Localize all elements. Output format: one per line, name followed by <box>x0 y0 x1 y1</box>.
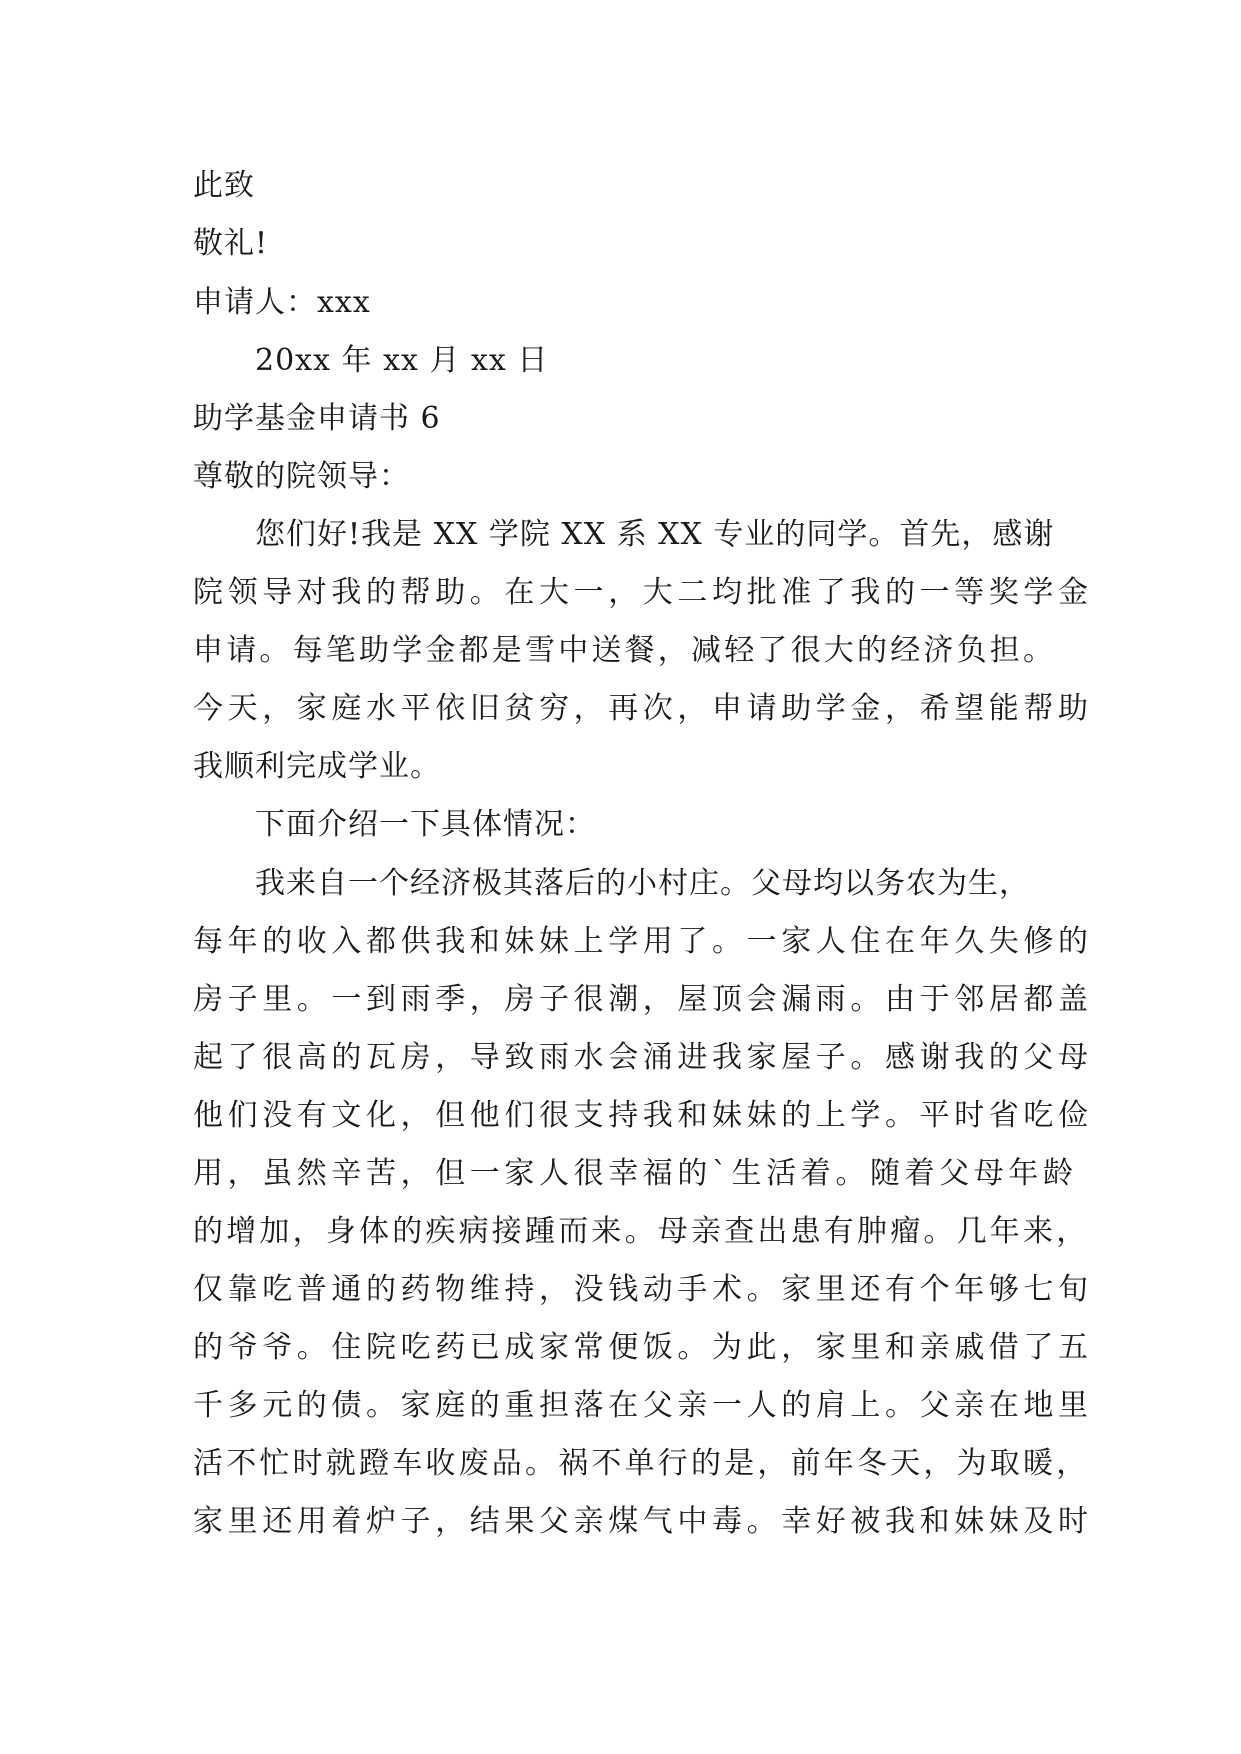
paragraph-line: 活不忙时就蹬车收废品。祸不单行的是，前年冬天，为取暖， <box>193 1446 1090 1481</box>
paragraph-line: 他们没有文化，但他们很支持我和妹妹的上学。平时省吃俭 <box>193 1098 1093 1133</box>
paragraph-line: 今天，家庭水平依旧贫穷，再次，申请助学金，希望能帮助 <box>193 691 1093 726</box>
paragraph-line: 用，虽然辛苦，但一家人很幸福的`生活着。随着父母年龄 <box>193 1156 1078 1191</box>
closing-ci-zhi: 此致 <box>193 168 255 203</box>
paragraph-line: 起了很高的瓦房，导致雨水会涌进我家屋子。感谢我的父母 <box>193 1040 1093 1075</box>
paragraph-line: 家里还用着炉子，结果父亲煤气中毒。幸好被我和妹妹及时 <box>193 1504 1093 1539</box>
applicant-line: 申请人：xxx <box>193 285 371 320</box>
paragraph-line: 每年的收入都供我和妹妹上学用了。一家人住在年久失修的 <box>193 924 1093 959</box>
closing-jing-li: 敬礼! <box>193 226 269 261</box>
paragraph-line: 的爷爷。住院吃药已成家常便饭。为此，家里和亲戚借了五 <box>193 1330 1093 1365</box>
paragraph-line: 您们好!我是 XX 学院 XX 系 XX 专业的同学。首先，感谢 <box>255 517 1055 552</box>
paragraph-line: 下面介绍一下具体情况： <box>255 807 596 842</box>
paragraph-line: 院领导对我的帮助。在大一，大二均批准了我的一等奖学金 <box>193 575 1093 610</box>
letter-title: 助学基金申请书 6 <box>193 401 441 436</box>
paragraph-line: 仅靠吃普通的药物维持，没钱动手术。家里还有个年够七旬 <box>193 1272 1093 1307</box>
salutation: 尊敬的院领导： <box>193 459 410 494</box>
date-line: 20xx 年 xx 月 xx 日 <box>255 343 549 378</box>
paragraph-line: 我来自一个经济极其落后的小村庄。父母均以务农为生， <box>255 866 1030 901</box>
paragraph-line: 我顺利完成学业。 <box>193 749 441 784</box>
paragraph-line: 申请。每笔助学金都是雪中送餐，减轻了很大的经济负担。 <box>193 633 1057 668</box>
paragraph-line: 房子里。一到雨季，房子很潮，屋顶会漏雨。由于邻居都盖 <box>193 982 1093 1017</box>
paragraph-line: 的增加，身体的疾病接踵而来。母亲查出患有肿瘤。几年来， <box>193 1214 1090 1249</box>
paragraph-line: 千多元的债。家庭的重担落在父亲一人的肩上。父亲在地里 <box>193 1388 1093 1423</box>
